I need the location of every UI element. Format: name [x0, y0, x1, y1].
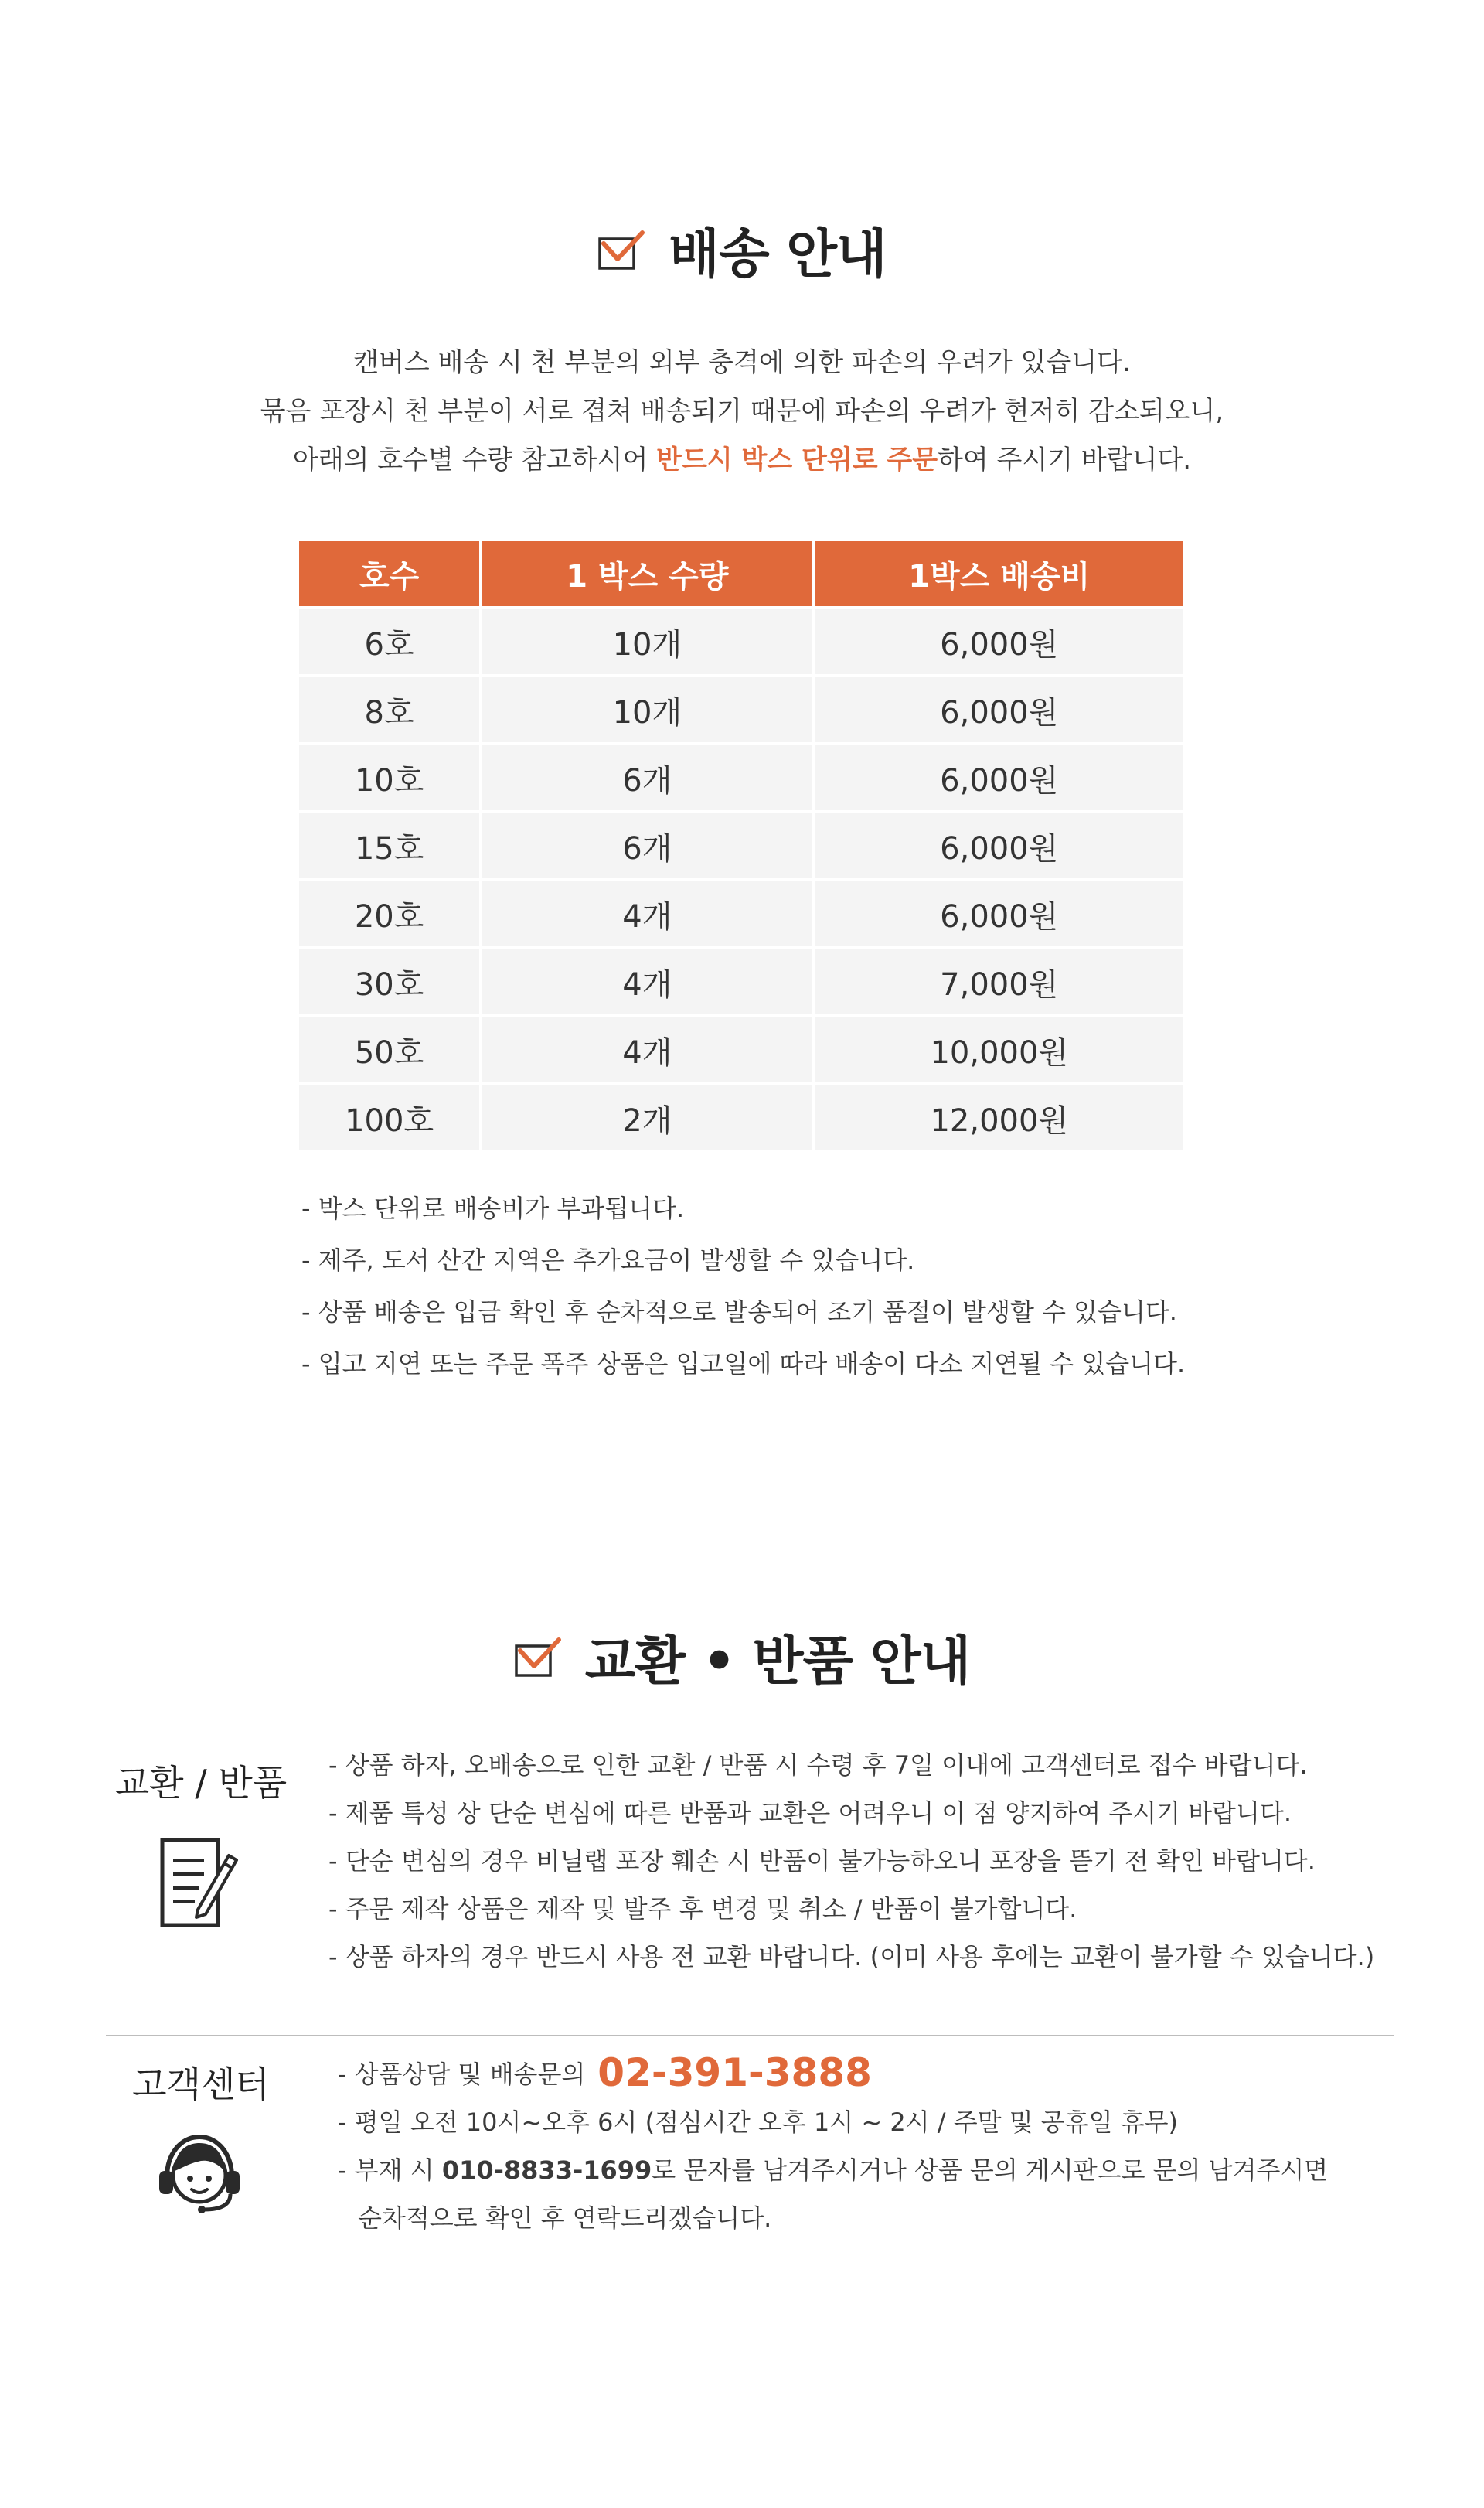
note-item: - 상품 배송은 입금 확인 후 순차적으로 발송되어 조기 품절이 발생할 수 있습니다.: [301, 1297, 1177, 1327]
header-box-fee: 1박스 배송비: [815, 541, 1183, 606]
check-box-icon: [597, 230, 645, 271]
return-line: - 상품 하자, 오배송으로 인한 교환 / 반품 시 수령 후 7일 이내에 고객센터로 접수 바랍니다.: [328, 1750, 1308, 1780]
cell-qty: 4개: [482, 1017, 812, 1082]
check-box-icon: [514, 1637, 562, 1678]
cell-qty: 10개: [482, 609, 812, 674]
cell-qty: 2개: [482, 1085, 812, 1150]
center-label: 고객센터: [132, 2063, 270, 2105]
center-line-1: [338, 2049, 1328, 2098]
absence-post: 로 문자를 남겨주시거나 상품 문의 게시판으로 문의 남겨주시면: [652, 2155, 1329, 2185]
cell-fee: 12,000원: [815, 1085, 1183, 1150]
return-line: - 주문 제작 상품은 제작 및 발주 후 변경 및 취소 / 반품이 불가합니다.: [328, 1894, 1077, 1924]
shipping-intro: [0, 339, 1484, 485]
table-row: [299, 745, 1183, 810]
cell-size: 30호: [299, 949, 479, 1014]
center-line-3: [338, 2146, 1328, 2194]
section-divider: [106, 2035, 1394, 2036]
note-item: - 제주, 도서 산간 지역은 추가요금이 발생할 수 있습니다.: [301, 1245, 915, 1275]
cell-qty: 4개: [482, 949, 812, 1014]
shipping-title-text: 배송 안내: [669, 224, 887, 285]
cell-fee: 6,000원: [815, 813, 1183, 878]
shipping-table: [296, 538, 1186, 1153]
center-lines: [338, 2049, 1328, 2242]
mobile-number[interactable]: 010-8833-1699: [441, 2155, 652, 2185]
cell-size: 6호: [299, 609, 479, 674]
cell-fee: 6,000원: [815, 881, 1183, 946]
intro-line-2: 묶음 포장시 천 부분이 서로 겹쳐 배송되기 때문에 파손의 우려가 현저히 감소되오니,: [260, 396, 1224, 427]
shipping-notes: [301, 1183, 1185, 1390]
cell-fee: 6,000원: [815, 677, 1183, 742]
return-line: - 단순 변심의 경우 비닐랩 포장 훼손 시 반품이 불가능하오니 포장을 뜯기 전 확인 바랍니다.: [328, 1846, 1316, 1876]
headset-agent-icon: [153, 2128, 246, 2220]
shipping-title: [0, 213, 1484, 288]
table-row: [299, 1085, 1183, 1150]
return-label: 교환 / 반품: [114, 1762, 288, 1804]
table-row: [299, 1017, 1183, 1082]
cell-qty: 6개: [482, 813, 812, 878]
table-row: [299, 813, 1183, 878]
absence-pre: - 부재 시: [338, 2155, 442, 2185]
return-line: - 상품 하자의 경우 반드시 사용 전 교환 바랍니다. (이미 사용 후에는 교환이 불가할 수 있습니다.): [328, 1942, 1375, 1971]
intro-line-3: [0, 436, 1484, 485]
intro-highlight: 반드시 박스 단위로 주문: [656, 445, 938, 475]
center-line-4: 순차적으로 확인 후 연락드리겠습니다.: [358, 2203, 772, 2233]
cell-fee: 6,000원: [815, 609, 1183, 674]
exchange-title-text: 교환 • 반품 안내: [584, 1631, 971, 1692]
intro-line-1: 캔버스 배송 시 천 부분의 외부 충격에 의한 파손의 우려가 있습니다.: [353, 347, 1131, 378]
document-pen-icon: [153, 1832, 246, 1933]
table-header-row: [299, 541, 1183, 606]
table-row: [299, 609, 1183, 674]
cell-qty: 4개: [482, 881, 812, 946]
return-line: - 제품 특성 상 단순 변심에 따른 반품과 교환은 어려우니 이 점 양지하여 주시기 바랍니다.: [328, 1798, 1292, 1828]
header-box-qty: 1 박스 수량: [482, 541, 812, 606]
cell-size: 20호: [299, 881, 479, 946]
return-lines: [328, 1741, 1374, 1981]
exchange-title: [0, 1620, 1484, 1695]
note-item: - 입고 지연 또는 주문 폭주 상품은 입고일에 따라 배송이 다소 지연될 수 있습니다.: [301, 1349, 1186, 1378]
table-row: [299, 949, 1183, 1014]
cell-fee: 7,000원: [815, 949, 1183, 1014]
center-line-2: - 평일 오전 10시~오후 6시 (점심시간 오후 1시 ~ 2시 / 주말 및 공휴일 휴무): [338, 2108, 1179, 2137]
intro-line-3-pre: 아래의 호수별 수량 참고하시어: [292, 445, 657, 475]
cell-size: 100호: [299, 1085, 479, 1150]
cell-fee: 6,000원: [815, 745, 1183, 810]
phone-number[interactable]: 02-391-3888: [597, 2050, 872, 2095]
note-item: - 박스 단위로 배송비가 부과됩니다.: [301, 1194, 685, 1223]
intro-line-3-post: 하여 주시기 바랍니다.: [938, 445, 1192, 475]
cell-qty: 10개: [482, 677, 812, 742]
table-row: [299, 677, 1183, 742]
cell-size: 15호: [299, 813, 479, 878]
cell-size: 50호: [299, 1017, 479, 1082]
cell-fee: 10,000원: [815, 1017, 1183, 1082]
table-row: [299, 881, 1183, 946]
cell-size: 8호: [299, 677, 479, 742]
cell-qty: 6개: [482, 745, 812, 810]
cell-size: 10호: [299, 745, 479, 810]
header-size: 호수: [299, 541, 479, 606]
inquiry-label: - 상품상담 및 배송문의: [338, 2060, 586, 2089]
